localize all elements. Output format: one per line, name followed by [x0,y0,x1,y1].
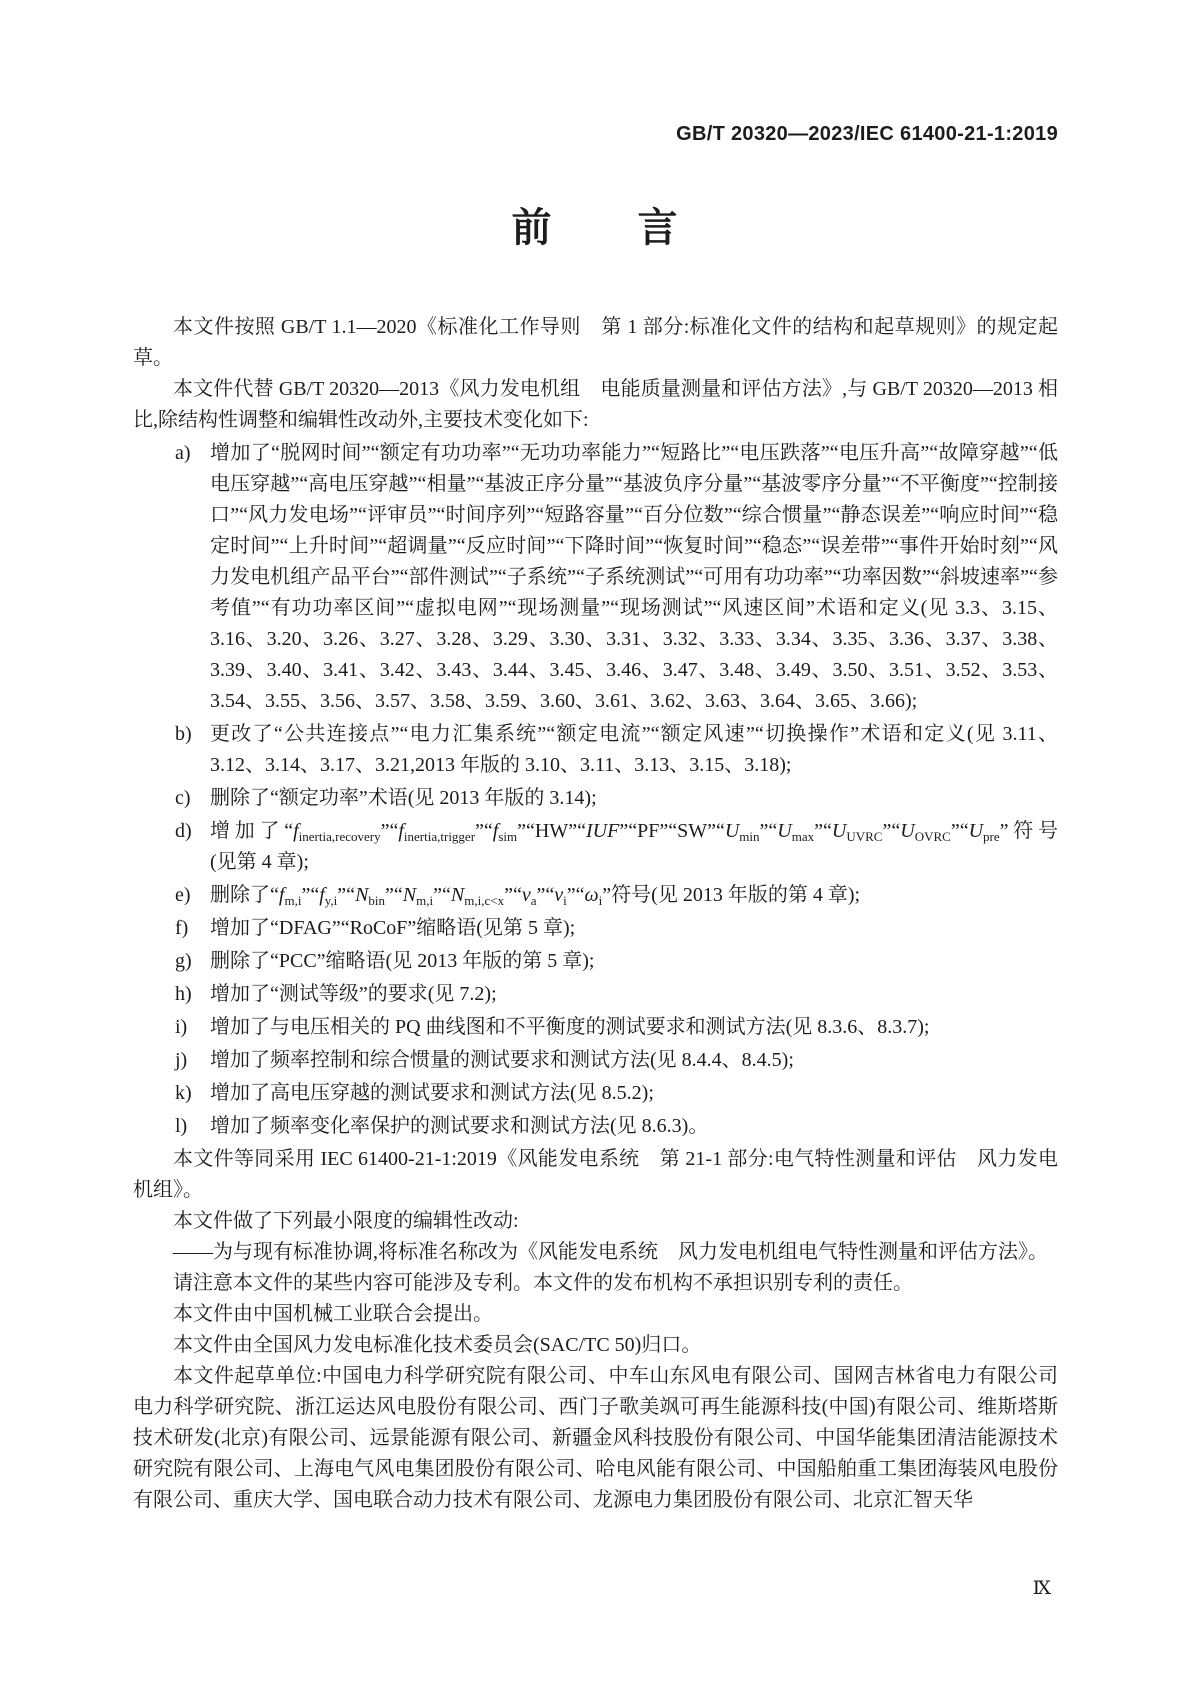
changes-list [133,438,1058,1142]
change-item-text: 增加了频率控制和综合惯量的测试要求和测试方法(见 8.4.4、8.4.5); [210,1049,794,1071]
change-item-label: h) [175,983,192,1005]
change-item-g [133,946,1058,977]
change-item-text: 增加了频率变化率保护的测试要求和测试方法(见 8.6.3)。 [210,1115,709,1137]
paragraph: 本文件由中国机械工业联合会提出。 [173,1303,493,1325]
change-item-text: 增加了“测试等级”的要求(见 7.2); [210,983,497,1005]
change-item-c [133,783,1058,814]
change-item-label: f) [175,917,189,939]
change-item-a [133,438,1058,717]
paragraph: 本文件等同采用 IEC 61400-21-1:2019《风能发电系统 第 21-1 部分:电气特性测量和评估 风力发电机组》。 [133,1148,1058,1201]
change-item-h [133,979,1058,1010]
paragraph: 请注意本文件的某些内容可能涉及专利。本文件的发布机构不承担识别专利的责任。 [173,1272,913,1294]
paragraph: ——为与现有标准协调,将标准名称改为《风能发电系统 风力发电机组电气特性测量和评估方法》。 [173,1241,1048,1263]
change-item-label: j) [175,1049,188,1071]
change-item-l [133,1111,1058,1142]
paragraph: 本文件按照 GB/T 1.1—2020《标准化工作导则 第 1 部分:标准化文件的结构和起草规则》的规定起草。 [133,316,1058,369]
change-item-label: g) [175,950,192,972]
change-item-text: 增加了与电压相关的 PQ 曲线图和不平衡度的测试要求和测试方法(见 8.3.6、8.3.7); [210,1016,930,1038]
change-item-label: c) [175,787,191,809]
intro-paragraphs [133,312,1058,436]
closing-paragraphs [133,1144,1058,1516]
paragraph: 本文件做了下列最小限度的编辑性改动: [173,1210,519,1232]
change-item-label: d) [175,820,192,842]
change-item-f [133,913,1058,944]
change-item-j [133,1045,1058,1076]
standard-number: GB/T 20320—2023/IEC 61400-21-1:2019 [676,123,1058,145]
change-item-d [133,816,1058,878]
change-item-text: 更改了“公共连接点”“电力汇集系统”“额定电流”“额定风速”“切换操作”术语和定义(见 3.11、3.12、3.14、3.17、3.21,2013 年版的 3.10、3.11、3.13、3.15、3.18); [210,723,1058,776]
page-number: Ⅸ [1032,1578,1051,1599]
page-title: 前 言 [511,206,680,250]
change-item-text: 增加了“脱网时间”“额定有功功率”“无功功率能力”“短路比”“电压跌落”“电压升高”“故障穿越”“低电压穿越”“高电压穿越”“相量”“基波正序分量”“基波负序分量”“基波零序分量”“不平衡度”“控制接口”“风力发电场”“评审员”“时间序列”“短路容量”“百分位数”“综合惯量”“静态误差”“响应时间”“稳定时间”“上升时间”“超调量”“反应时间”“下降时间”“恢复时间”“稳态”“误差带”“事件开始时刻”“风力发电机组产品平台”“部件测试”“子系统”“子系统测试”“可用有功功率”“功率因数”“斜坡速率”“参考值”“有功功率区间”“虚拟电网”“现场测量”“现场测试”“风速区间”术语和定义(见 3.3、3.15、3.16、3.20、3.26、3.27、3.28、3.29、3.30、3.31、3.32、3.33、3.34、3.35、3.36、3.37、3.38、3.39、3.40、3.41、3.42、3.43、3.44、3.45、3.46、3.47、3.48、3.49、3.50、3.51、3.52、3.53、3.54、3.55、3.56、3.57、3.58、3.59、3.60、3.61、3.62、3.63、3.64、3.65、3.66); [210,442,1058,712]
change-item-label: e) [175,884,191,906]
paragraph: 本文件起草单位:中国电力科学研究院有限公司、中车山东风电有限公司、国网吉林省电力有限公司电力科学研究院、浙江运达风电股份有限公司、西门子歌美飒可再生能源科技(中国)有限公司、维斯塔斯技术研发(北京)有限公司、远景能源有限公司、新疆金风科技股份有限公司、中国华能集团清洁能源技术研究院有限公司、上海电气风电集团股份有限公司、哈电风能有限公司、中国船舶重工集团海装风电股份有限公司、重庆大学、国电联合动力技术有限公司、龙源电力集团股份有限公司、北京汇智天华 [133,1365,1058,1511]
change-item-b [133,719,1058,781]
paragraph: 本文件代替 GB/T 20320—2013《风力发电机组 电能质量测量和评估方法》,与 GB/T 20320—2013 相比,除结构性调整和编辑性改动外,主要技术变化如下: [133,378,1058,431]
change-item-e [133,880,1058,911]
paragraph: 本文件由全国风力发电标准化技术委员会(SAC/TC 50)归口。 [173,1334,702,1356]
change-item-text: 删除了“$f_{m,i}”“f_{y,i}”“N_{bin}”“N_{m,i}”“N_{m,i,c<x}”“v_a”“v_i”“\omega_i$”符号(见 2013 年版的第 4 章); [210,884,861,908]
change-item-text: 增加了高电压穿越的测试要求和测试方法(见 8.5.2); [210,1082,654,1104]
change-item-i [133,1012,1058,1043]
document-body [133,312,1058,1516]
change-item-label: i) [175,1016,188,1038]
change-item-text: 增加了“$f_{inertia,recovery}”“f_{inertia,trigger}”“f_{sim}”“HW”“IUF”“PF”“SW”“U_{min}”“U_{max}”“U_{UVRC}”“U_{OVRC}”“U_{pre}$”符号(见第 4 章); [210,820,1058,873]
change-item-k [133,1078,1058,1109]
change-item-label: a) [175,442,191,464]
change-item-text: 删除了“PCC”缩略语(见 2013 年版的第 5 章); [210,950,595,972]
change-item-label: b) [175,723,192,745]
change-item-text: 删除了“额定功率”术语(见 2013 年版的 3.14); [210,787,597,809]
change-item-label: k) [175,1082,192,1104]
change-item-text: 增加了“DFAG”“RoCoF”缩略语(见第 5 章); [210,917,576,939]
change-item-label: l) [175,1115,188,1137]
